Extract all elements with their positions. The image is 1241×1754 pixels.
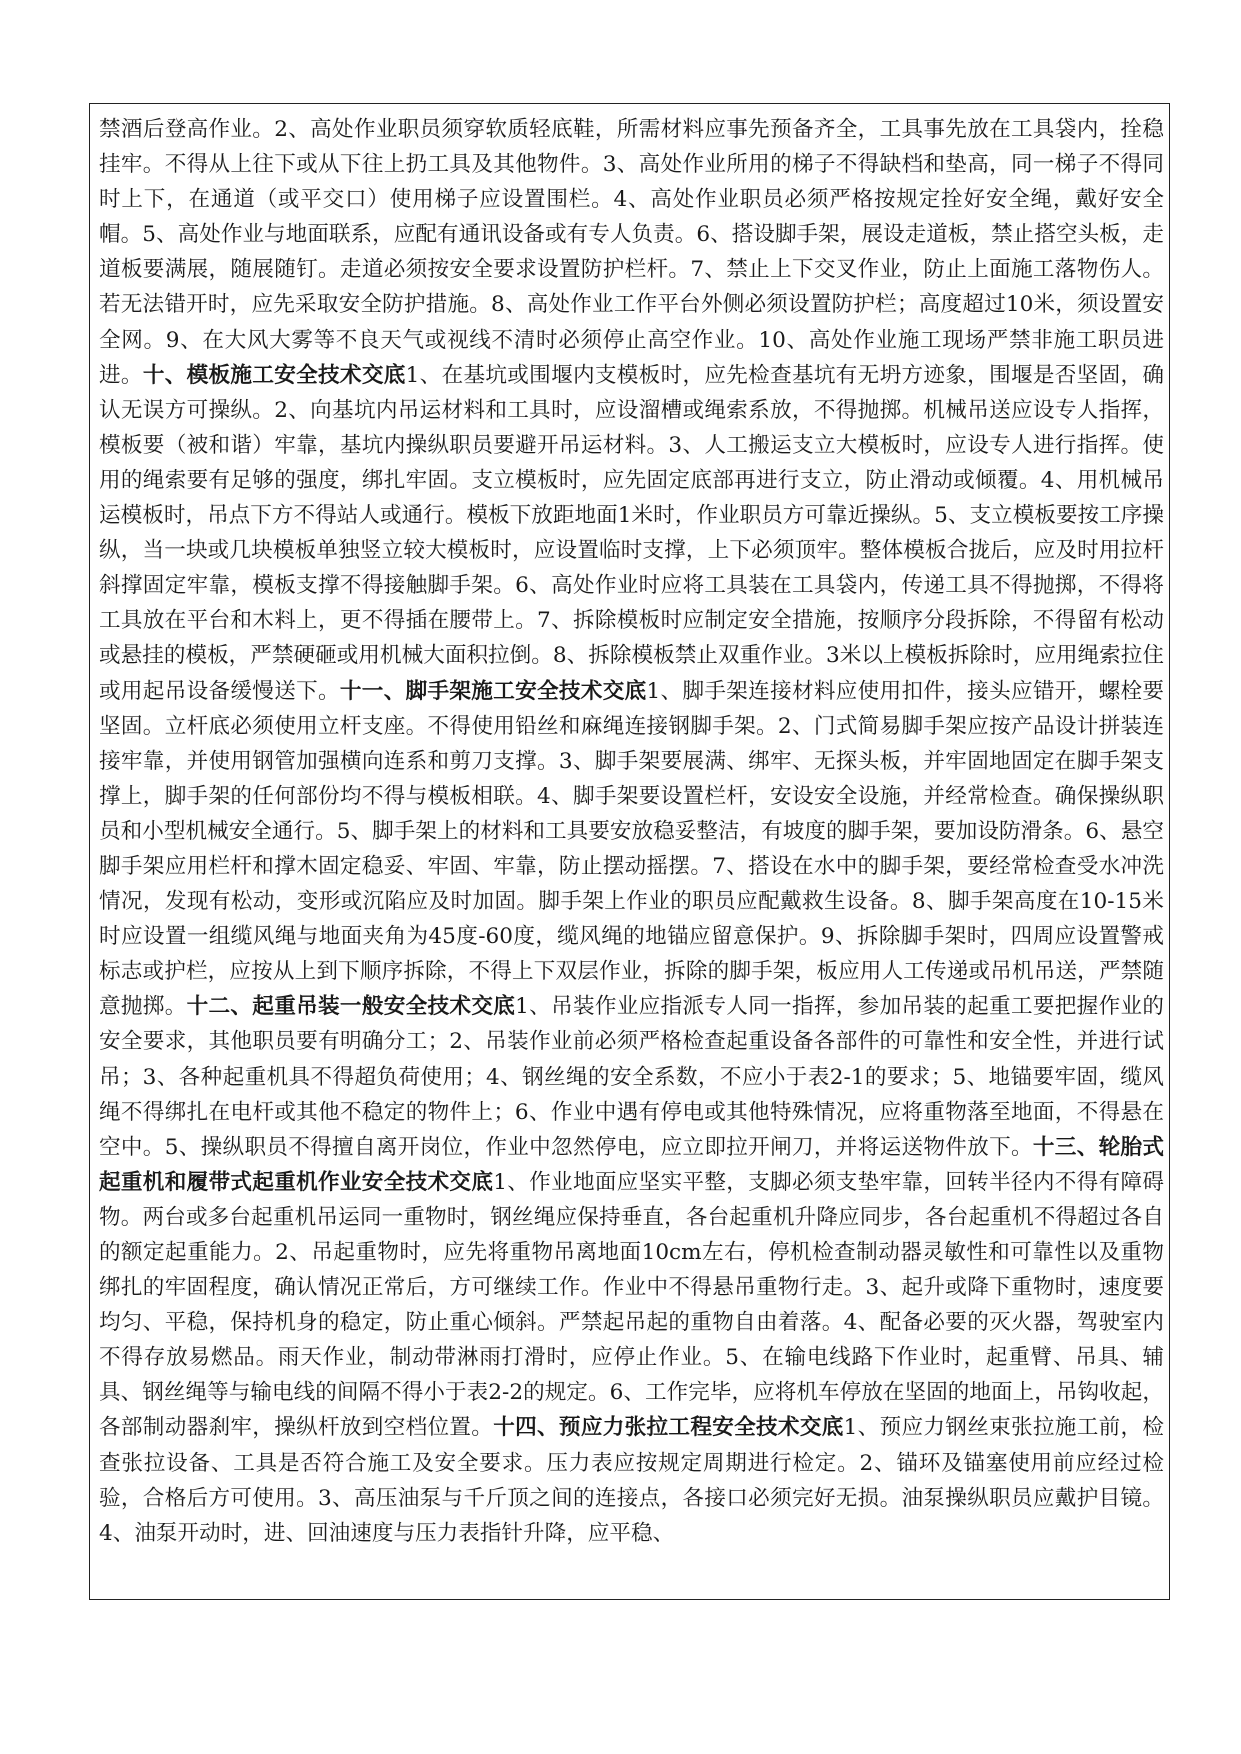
section-heading-10-formwork: 十、模板施工安全技术交底 bbox=[142, 362, 406, 388]
section-heading-14-prestress: 十四、预应力张拉工程安全技术交底 bbox=[493, 1415, 844, 1441]
section-heading-11-scaffold: 十一、脚手架施工安全技术交底 bbox=[339, 678, 647, 704]
paragraph-text-crane: 1、作业地面应坚实平整，支脚必须支垫牢靠，回转半径内不得有障碍物。两台或多台起重机吊运同一重物时，钢丝绳应保持垂直，各台起重机升降应同步，各台起重机不得超过各自的额定起重能力。2、吊起重物时，应先将重物吊离地面10cm左右，停机检查制动器灵敏性和可靠性以及重物绑扎的牢固程度，确认情况正常后，方可继续工作。作业中不得悬吊重物行走。3、起升或降下重物时，速度要均匀、平稳，保持机身的稳定，防止重心倾斜。严禁起吊起的重物自由着落。4、配备必要的灭火器，驾驶室内不得存放易燃品。雨天作业，制动带淋雨打滑时，应停止作业。5、在输电线路下作业时，起重臂、吊具、辅具、钢丝绳等与输电线的间隔不得小于表2-2的规定。6、工作完毕，应将机车停放在坚固的地面上，吊钩收起，各部制动器刹牢，操纵杆放到空档位置。 bbox=[99, 1169, 1164, 1441]
section-heading-13-crane: 十三、轮胎式起重机和履带式起重机作业安全技术交底 bbox=[99, 1134, 1164, 1195]
paragraph-text-lifting: 1、吊装作业应指派专人同一指挥，参加吊装的起重工要把握作业的安全要求，其他职员要有明确分工；2、吊装作业前必须严格检查起重设备各部件的可靠性和安全性，并进行试吊；3、各种起重机具不得超负荷使用；4、钢丝绳的安全系数，不应小于表2-1的要求；5、地锚要牢固，缆风绳不得绑扎在电杆或其他不稳定的物件上；6、作业中遇有停电或其他特殊情况，应将重物落至地面，不得悬在空中。5、操纵职员不得擅自离开岗位，作业中忽然停电，应立即拉开闸刀，并将运送物件放下。 bbox=[99, 994, 1164, 1160]
document-frame bbox=[89, 103, 1170, 1600]
document-body bbox=[99, 112, 1164, 1551]
paragraph-text-formwork: 1、在基坑或围堰内支模板时，应先检查基坑有无坍方迹象，围堰是否坚固，确认无误方可操纵。2、向基坑内吊运材料和工具时，应设溜槽或绳索系放，不得抛掷。机械吊送应设专人指挥，模板要（被和谐）牢靠，基坑内操纵职员要避开吊运材料。3、人工搬运支立大模板时，应设专人进行指挥。使用的绳索要有足够的强度，绑扎牢固。支立模板时，应先固定底部再进行支立，防止滑动或倾覆。4、用机械吊运模板时，吊点下方不得站人或通行。模板下放距地面1米时，作业职员方可靠近操纵。5、支立模板要按工序操纵，当一块或几块模板单独竖立较大模板时，应设置临时支撑，上下必须顶牢。整体模板合拢后，应及时用拉杆斜撑固定牢靠，模板支撑不得接触脚手架。6、高处作业时应将工具装在工具袋内，传递工具不得抛掷，不得将工具放在平台和木料上，更不得插在腰带上。7、拆除模板时应制定安全措施，按顺序分段拆除，不得留有松动或悬挂的模板，严禁硬砸或用机械大面积拉倒。8、拆除模板禁止双重作业。3米以上模板拆除时，应用绳索拉住或用起吊设备缓慢送下。 bbox=[99, 362, 1164, 704]
paragraph-text-scaffold: 1、脚手架连接材料应使用扣件，接头应错开，螺栓要坚固。立杆底必须使用立杆支座。不得使用铅丝和麻绳连接钢脚手架。2、门式简易脚手架应按产品设计拼装连接牢靠，并使用钢管加强横向连系和剪刀支撑。3、脚手架要展满、绑牢、无探头板，并牢固地固定在脚手架支撑上，脚手架的任何部份均不得与模板相联。4、脚手架要设置栏杆，安设安全设施，并经常检查。确保操纵职员和小型机械安全通行。5、脚手架上的材料和工具要安放稳妥整洁，有坡度的脚手架，要加设防滑条。6、悬空脚手架应用栏杆和撑木固定稳妥、牢固、牢靠，防止摆动摇摆。7、搭设在水中的脚手架，要经常检查受水冲洗情况，发现有松动，变形或沉陷应及时加固。脚手架上作业的职员应配戴救生设备。8、脚手架高度在10-15米时应设置一组缆风绳与地面夹角为45度-60度，缆风绳的地锚应留意保护。9、拆除脚手架时，四周应设置警戒标志或护栏，应按从上到下顺序拆除，不得上下双层作业，拆除的脚手架，板应用人工传递或吊机吊送，严禁随意抛掷。 bbox=[99, 678, 1164, 1020]
paragraph-text-prestress: 1、预应力钢丝束张拉施工前，检查张拉设备、工具是否符合施工及安全要求。压力表应按规定周期进行检定。2、锚环及锚塞使用前应经过检验，合格后方可使用。3、高压油泵与千斤顶之间的连接点，各接口必须完好无损。油泵操纵职员应戴护目镜。4、油泵开动时，进、回油速度与压力表指针升降，应平稳、 bbox=[99, 1415, 1164, 1546]
section-heading-12-lifting: 十二、起重吊装一般安全技术交底 bbox=[186, 994, 516, 1020]
paragraph-text-high-work: 禁酒后登高作业。2、高处作业职员须穿软质轻底鞋，所需材料应事先预备齐全，工具事先放在工具袋内，拴稳挂牢。不得从上往下或从下往上扔工具及其他物件。3、高处作业所用的梯子不得缺档和垫高，同一梯子不得同时上下，在通道（或平交口）使用梯子应设置围栏。4、高处作业职员必须严格按规定拴好安全绳，戴好安全帽。5、高处作业与地面联系，应配有通讯设备或有专人负责。6、搭设脚手架，展设走道板，禁止搭空头板，走道板要满展，随展随钉。走道必须按安全要求设置防护栏杆。7、禁止上下交叉作业，防止上面施工落物伤人。若无法错开时，应先采取安全防护措施。8、高处作业工作平台外侧必须设置防护栏；高度超过10米，须设置安全网。9、在大风大雾等不良天气或视线不清时必须停止高空作业。10、高处作业施工现场严禁非施工职员进进。 bbox=[99, 117, 1164, 388]
